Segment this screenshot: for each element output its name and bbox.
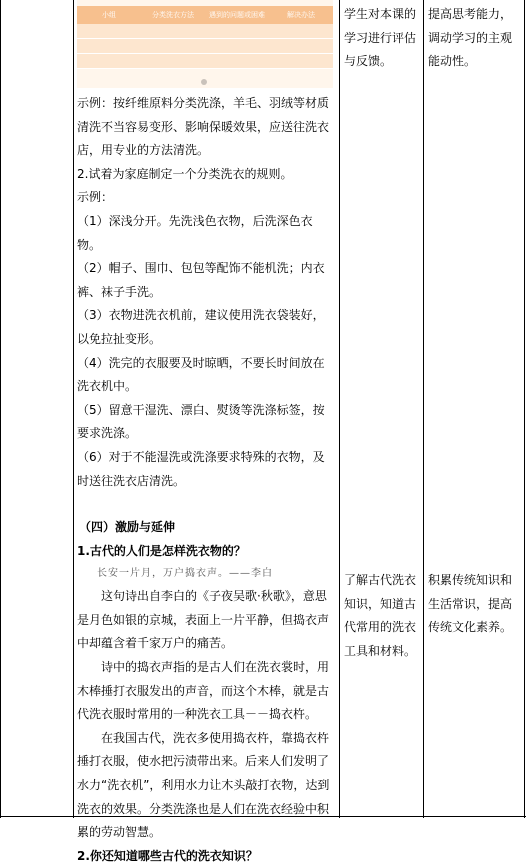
record-header-cell: 小组 [102,11,116,19]
spacer [77,493,335,516]
paragraph: 这句诗出自李白的《子夜吴歌·秋歌》，意思是月色如银的京城，表面上一片平静，但捣衣声中却蕴含着千家万户的痛苦。 [77,589,330,651]
paragraph: 诗中的捣衣声指的是古人们在洗衣裳时，用木棒捶打衣服发出的声音，而这个木棒，就是古代洗衣服时常用的一种洗衣工具－－捣衣杵。 [77,660,330,722]
example-text: 示例：按纤维原料分类洗涤，羊毛、羽绒等材质清洗不当容易变形、影响保暖效果，应送往洗衣店，用专业的方法清洗。 [77,96,330,158]
group-record-table-image [77,0,333,88]
question-heading: 1.古代的人们是怎样洗衣物的？ [77,543,246,558]
paragraph: 在我国古代，洗衣多使用捣衣杵，靠捣衣杵捶打衣服，使水把污渍带出来。后来人们发明了水力“洗衣机”，利用水力让木头敲打衣物，达到洗衣的效果。分类洗涤也是人们在洗衣经验中积累的劳动智慧。 [77,730,330,840]
image-handle-dot [201,79,207,85]
example-label: 示例： [77,190,114,205]
rule-item: （4）洗完的衣服要及时晾晒，不要长时间放在洗衣机中。 [77,355,325,394]
record-table-row [77,39,333,54]
activity-content [77,92,335,868]
record-header-cell: 解决办法 [287,11,315,19]
table-border-left [0,0,1,818]
record-table-row [77,24,333,39]
intent-text: 了解古代洗衣知识，知道古代常用的洗衣工具和材料。 [344,573,417,658]
section-title: （四）激励与延伸 [79,520,176,535]
task-text: 2.试着为家庭制定一个分类洗衣的规则。 [77,166,293,181]
table-column-divider [423,0,424,818]
rule-item: （5）留意干湿洗、漂白、熨烫等洗涤标签，按要求洗涤。 [77,402,325,441]
table-border-right [524,0,525,818]
record-table-header [77,6,333,24]
question-heading: 2.你还知道哪些古代的洗衣知识？ [77,848,258,863]
evaluation-text: 学生对本课的学习进行评估与反馈。 [344,7,417,69]
table-column-divider [73,0,74,818]
rule-item: （3）衣物进洗衣机前，建议使用洗衣袋装好，以免拉扯变形。 [77,308,325,346]
rule-item: （1）深浅分开。先洗浅色衣物，后洗深色衣物。 [77,213,313,252]
rule-item: （6）对于不能湿洗或洗涤要求特殊的衣物，及时送往洗衣店清洗。 [77,449,325,488]
record-header-cell: 遇到的问题或困难 [209,11,265,19]
record-table-row [77,54,333,69]
table-column-divider [339,0,340,818]
goal-text: 提高思考能力，调动学习的主观能动性。 [428,7,513,69]
goal-text: 积累传统知识和生活常识，提高传统文化素养。 [428,573,513,635]
record-header-cell: 分类洗衣方法 [152,11,194,19]
poem-line: 长安一片月，万户捣衣声。——李白 [97,568,273,580]
rule-item: （2）帽子、围巾、包包等配饰不能机洗；内衣裤、袜子手洗。 [77,261,325,299]
